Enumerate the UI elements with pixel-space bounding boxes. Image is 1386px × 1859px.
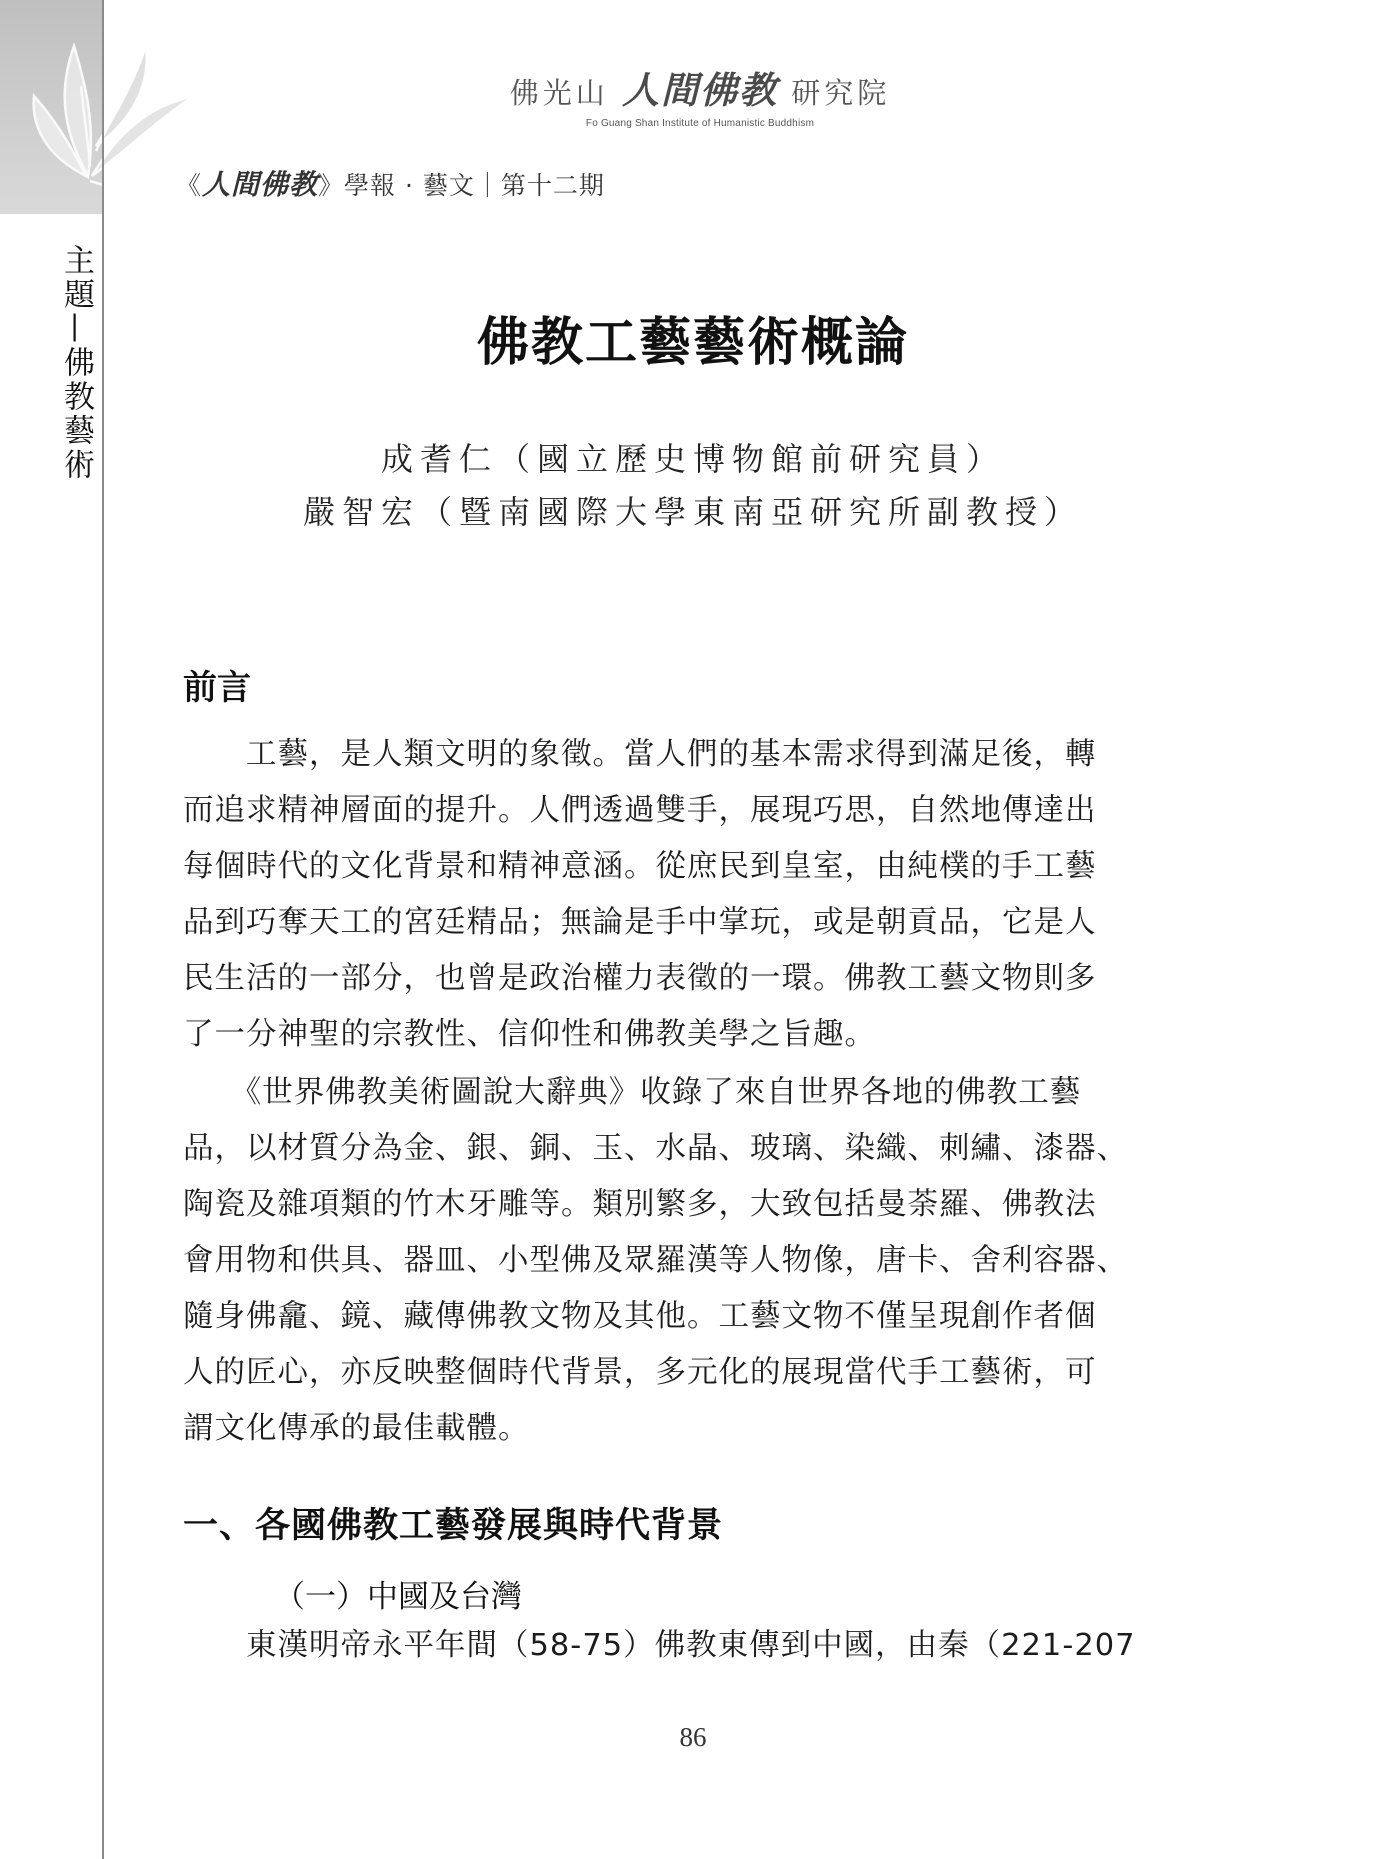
text-line: 民生活的一部分，也曾是政治權力表徵的一環。佛教工藝文物則多 [183, 961, 1097, 996]
intro-paragraph-1 [183, 727, 1163, 1063]
author-line: 嚴智宏（暨南國際大學東南亞研究所副教授） [302, 493, 1083, 531]
section-paragraph-1 [183, 1618, 1163, 1674]
institute-header [480, 60, 920, 129]
journal-logo-text: 人間佛教 [202, 168, 319, 201]
article-title: 佛教工藝藝術概論 [476, 312, 909, 373]
section-side-label: 主題—佛教藝術 [58, 244, 94, 482]
institute-logo-text: 人間佛教 [622, 68, 778, 112]
page-number: 86 [679, 1722, 707, 1752]
text-line: 隨身佛龕、鏡、藏傳佛教文物及其他。工藝文物不僅呈現創作者個 [183, 1299, 1097, 1334]
institute-prefix: 佛光山 [509, 76, 609, 110]
institute-name [480, 60, 920, 114]
text-line: 陶瓷及雜項類的竹木牙雕等。類別繁多，大致包括曼荼羅、佛教法 [183, 1187, 1097, 1222]
text-line: 人的匠心，亦反映整個時代背景，多元化的展現當代手工藝術，可 [183, 1355, 1097, 1390]
author-line: 成耆仁（國立歷史博物館前研究員） [380, 440, 1005, 478]
section-subheading: （一）中國及台灣 [274, 1579, 522, 1615]
text-line: 會用物和供具、器皿、小型佛及眾羅漢等人物像，唐卡、舍利容器、 [183, 1243, 1128, 1278]
institute-suffix: 研究院 [791, 76, 891, 110]
text-line: 謂文化傳承的最佳載體。 [183, 1411, 530, 1446]
intro-heading: 前言 [183, 668, 251, 708]
text-line: 了一分神聖的宗教性、信仰性和佛教美學之旨趣。 [183, 1017, 876, 1052]
journal-issue: 學報 · 藝文｜第十二期 [344, 171, 605, 200]
journal-running-head [176, 163, 605, 203]
text-line: 品，以材質分為金、銀、銅、玉、水晶、玻璃、染織、刺繡、漆器、 [183, 1131, 1128, 1166]
section-heading: 一、各國佛教工藝發展與時代背景 [183, 1506, 724, 1546]
text-line: 每個時代的文化背景和精神意涵。從庶民到皇室，由純樸的手工藝 [183, 849, 1097, 884]
text-line: 東漢明帝永平年間（58-75）佛教東傳到中國，由秦（221-207 [183, 1628, 1136, 1663]
intro-paragraph-2 [183, 1065, 1163, 1457]
text-line: 品到巧奪天工的宮廷精品；無論是手中掌玩，或是朝貢品，它是人 [183, 905, 1097, 940]
institute-english-name: Fo Guang Shan Institute of Humanistic Buddhism [585, 118, 815, 129]
journal-close-bracket: 》 [318, 171, 345, 200]
text-line: 工藝，是人類文明的象徵。當人們的基本需求得到滿足後，轉 [183, 737, 1097, 772]
journal-open-bracket: 《 [176, 171, 203, 200]
margin-rule [102, 0, 104, 1859]
text-line: 而追求精神層面的提升。人們透過雙手，展現巧思，自然地傳達出 [183, 793, 1097, 828]
text-line: 《世界佛教美術圖說大辭典》收錄了來自世界各地的佛教工藝 [183, 1075, 1082, 1110]
